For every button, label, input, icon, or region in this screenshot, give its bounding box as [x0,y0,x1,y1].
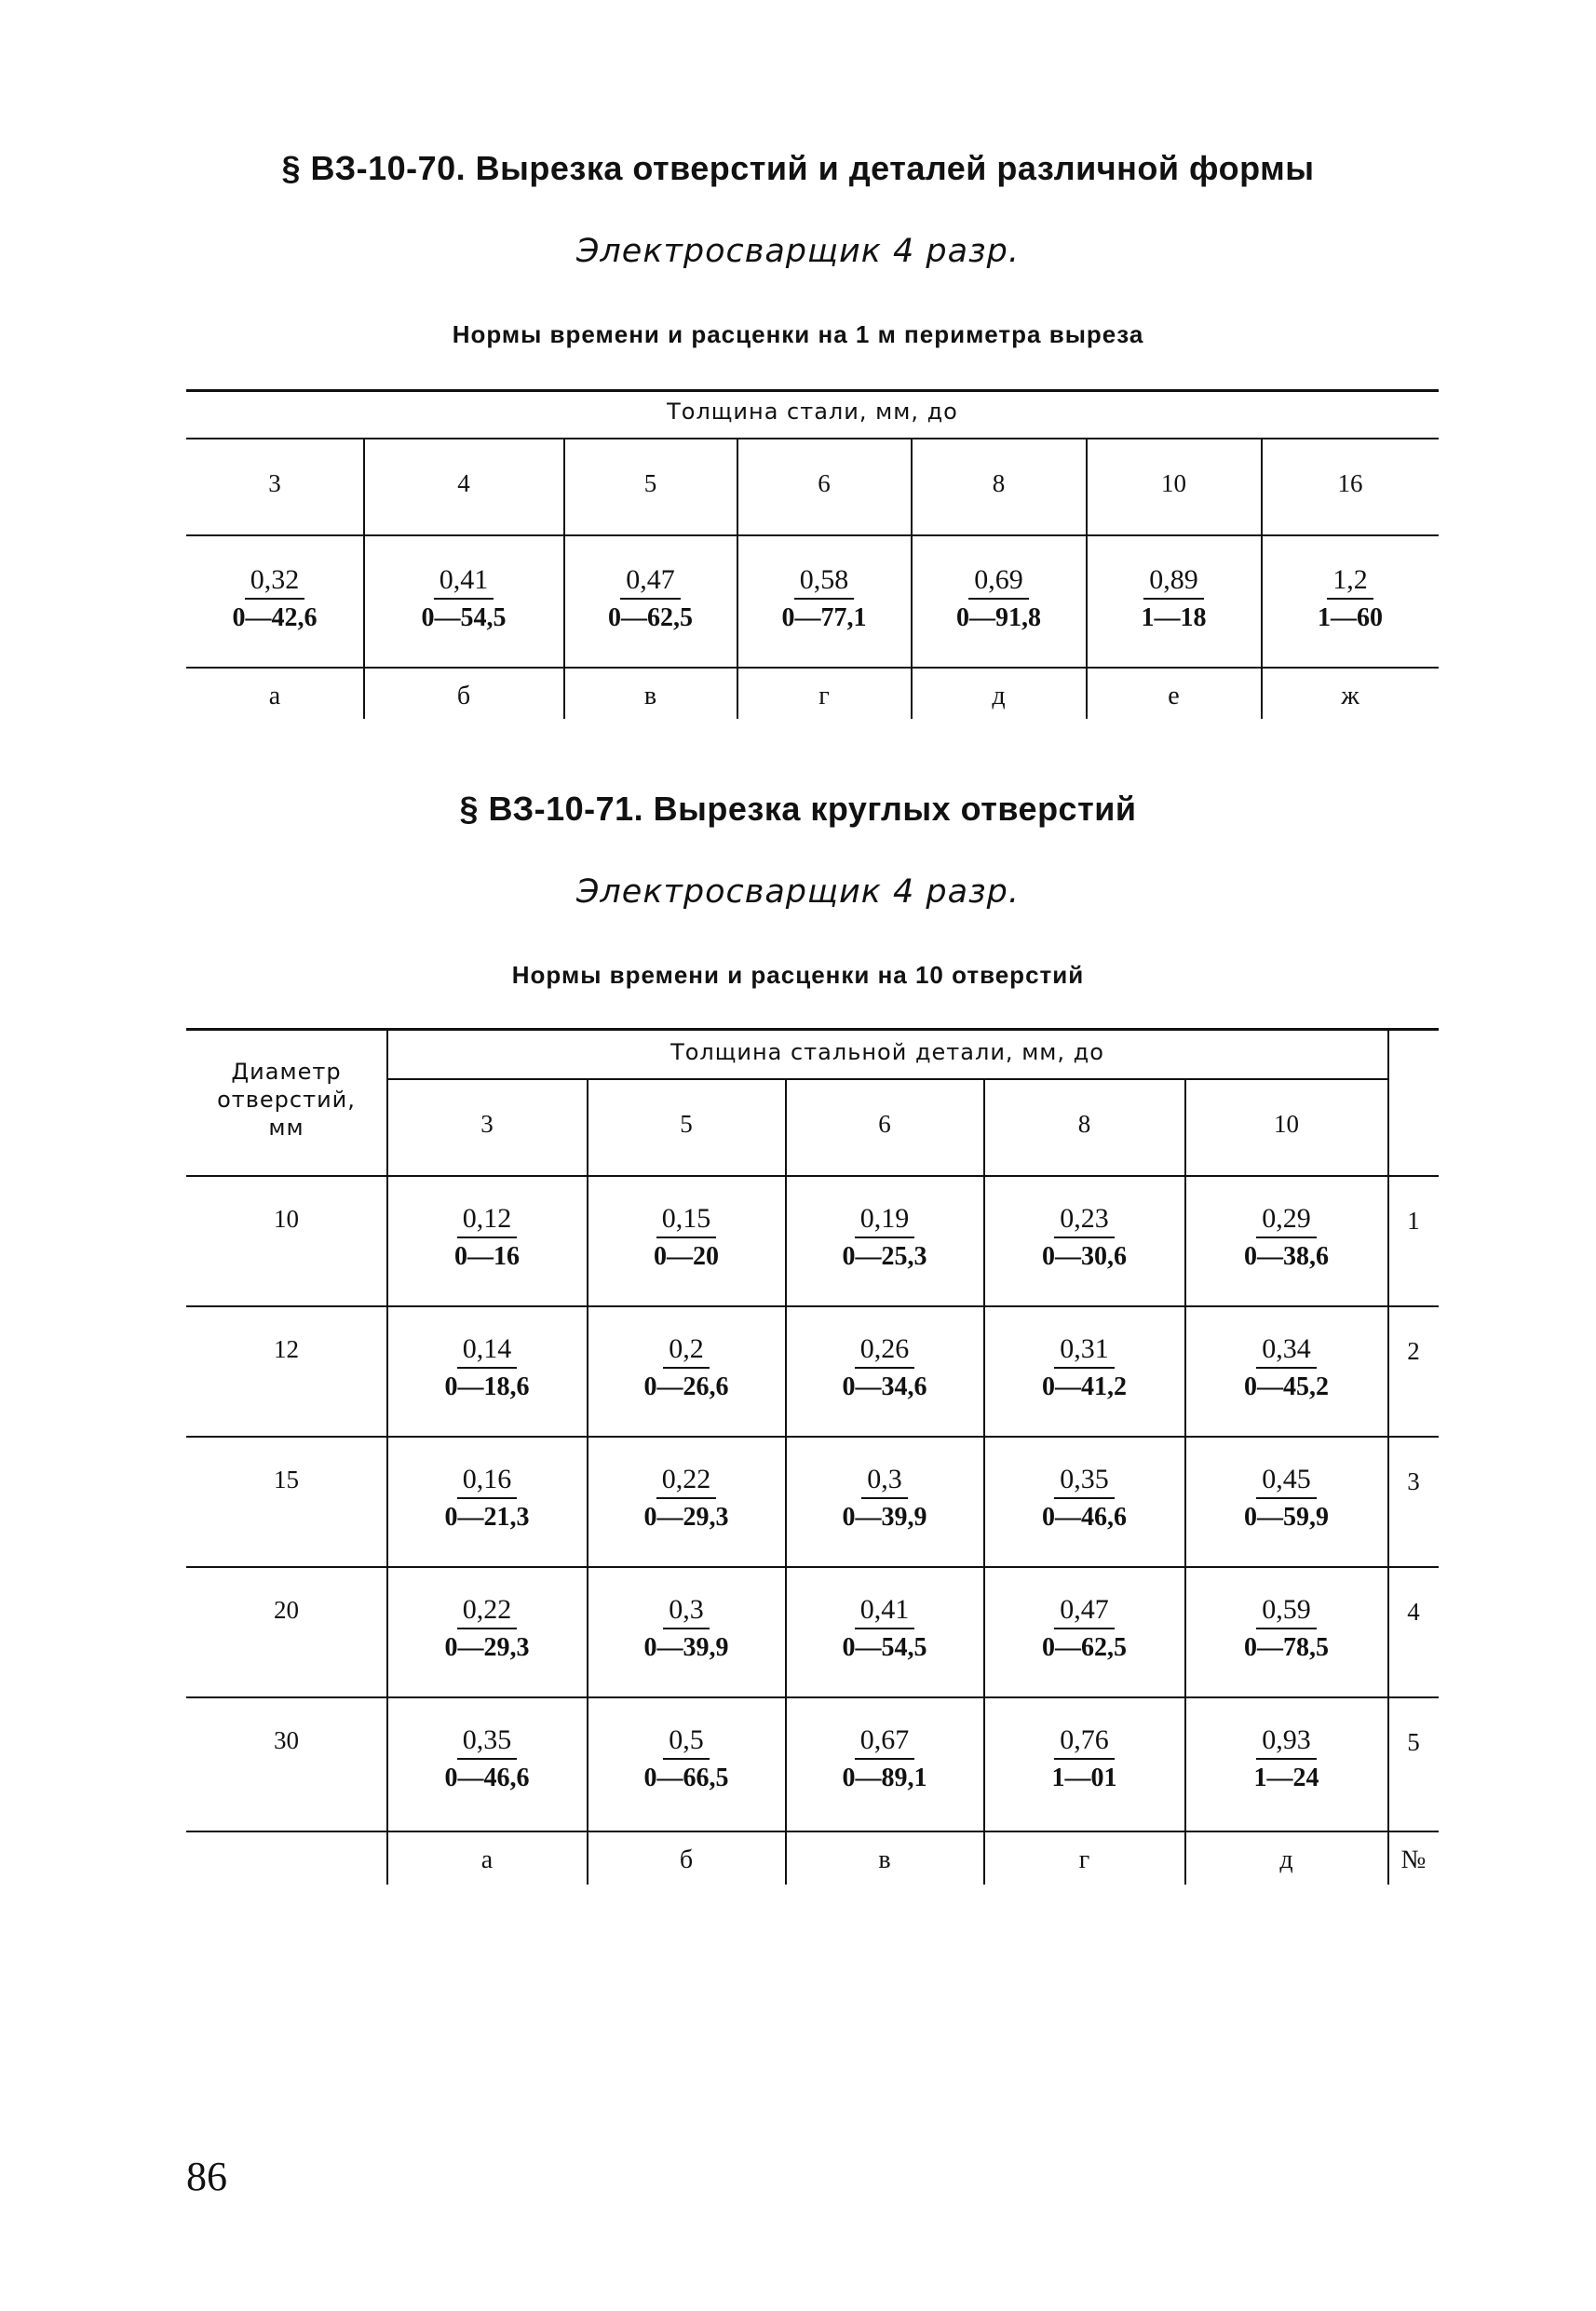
time-norm: 0,3 [663,1594,710,1629]
rate-cell [588,1464,785,1534]
rate-cell [786,1203,983,1274]
rate-cell [186,564,363,635]
section2-worker: Электросварщик 4 разр. [575,873,1021,911]
rate-cell [786,1464,983,1534]
rate-cell [588,1724,785,1795]
time-norm: 0,76 [1054,1724,1115,1760]
price: 1—24 [1253,1764,1319,1792]
price: 0—39,9 [842,1503,927,1532]
time-norm: 0,32 [245,564,305,600]
price: 0—16 [454,1242,520,1271]
rate-cell [564,564,737,635]
diameter-cell: 20 [274,1596,299,1624]
column-letter: б [456,682,471,710]
row-number: 5 [1407,1728,1420,1756]
column-letter: а [268,682,281,710]
price: 0—66,5 [643,1764,729,1792]
table-rule [186,1436,1439,1438]
rate-cell [387,1594,587,1665]
rate-cell [387,1203,587,1274]
time-norm: 0,3 [861,1464,908,1499]
column-letter: а [480,1845,494,1874]
column-letter: д [1279,1845,1293,1874]
price: 0—20 [654,1242,719,1271]
time-norm: 0,26 [855,1333,915,1369]
price: 0—18,6 [444,1372,530,1401]
rate-cell [737,564,911,635]
table-rule [186,438,1439,439]
diameter-cell: 12 [274,1335,299,1363]
rate-cell [1185,1724,1387,1795]
number-sign: № [1400,1845,1427,1874]
column-header: 8 [992,469,1006,497]
rate-cell [984,1724,1184,1795]
time-norm: 0,41 [855,1594,915,1629]
table-rule [387,1078,1387,1080]
time-norm: 0,29 [1256,1203,1317,1238]
table-rule [186,1175,1439,1177]
rate-cell [912,564,1086,635]
column-header: 4 [457,469,470,497]
time-norm: 1,2 [1327,564,1373,600]
time-norm: 0,2 [663,1333,710,1369]
time-norm: 0,41 [434,564,494,600]
time-norm: 0,93 [1256,1724,1317,1760]
row-header-line: отверстий, [217,1087,356,1113]
price: 1—01 [1051,1764,1117,1792]
price: 0—77,1 [781,603,867,632]
time-norm: 0,23 [1054,1203,1115,1238]
row-number: 4 [1407,1598,1420,1626]
column-header: 5 [680,1110,693,1138]
table-rule [186,1028,1439,1031]
rate-cell [984,1464,1184,1534]
column-header: 3 [268,469,281,497]
section2-norm-caption: Нормы времени и расценки на 10 отверстий [511,961,1085,989]
row-header-line: Диаметр [231,1059,342,1085]
rate-cell [364,564,563,635]
rate-cell [387,1724,587,1795]
time-norm: 0,34 [1256,1333,1317,1369]
price: 0—29,3 [643,1503,729,1532]
row-number: 1 [1407,1207,1420,1235]
column-letter: г [1078,1845,1090,1874]
table-rule [186,534,1439,536]
price: 0—46,6 [1042,1503,1127,1532]
time-norm: 0,59 [1256,1594,1317,1629]
time-norm: 0,22 [457,1594,518,1629]
rate-cell [1087,564,1261,635]
price: 0—89,1 [842,1764,927,1792]
time-norm: 0,89 [1143,564,1204,600]
time-norm: 0,47 [620,564,681,600]
time-norm: 0,67 [855,1724,915,1760]
column-header: 6 [878,1110,891,1138]
price: 0—39,9 [643,1633,729,1662]
time-norm: 0,35 [457,1724,518,1760]
rate-cell [387,1333,587,1404]
time-norm: 0,5 [663,1724,710,1760]
column-letter: ж [1341,682,1359,710]
time-norm: 0,16 [457,1464,518,1499]
time-norm: 0,14 [457,1333,518,1369]
rate-cell [786,1724,983,1795]
price: 0—78,5 [1244,1633,1329,1662]
row-header [186,1058,386,1142]
rate-cell [588,1333,785,1404]
section1-norm-caption: Нормы времени и расценки на 1 м периметра выреза [452,320,1144,348]
price: 0—34,6 [842,1372,927,1401]
rate-cell [588,1594,785,1665]
price: 0—41,2 [1042,1372,1127,1401]
time-norm: 0,22 [656,1464,717,1499]
price: 0—54,5 [421,603,507,632]
table-rule [186,1831,1439,1832]
row-number: 3 [1407,1467,1420,1495]
price: 0—26,6 [643,1372,729,1401]
diameter-cell: 30 [274,1726,299,1754]
table-2-group-header: Толщина стальной детали, мм, до [670,1039,1104,1065]
time-norm: 0,47 [1054,1594,1115,1629]
column-header: 10 [1274,1110,1299,1138]
time-norm: 0,45 [1256,1464,1317,1499]
column-letter: д [992,682,1006,710]
rate-cell [1262,564,1439,635]
time-norm: 0,58 [794,564,855,600]
table-rule [186,389,1439,392]
price: 0—62,5 [608,603,693,632]
table-rule [186,1305,1439,1307]
time-norm: 0,19 [855,1203,915,1238]
rate-cell [1185,1464,1387,1534]
time-norm: 0,69 [968,564,1029,600]
page-number: 86 [186,2154,227,2199]
table-rule [186,667,1439,669]
time-norm: 0,15 [656,1203,717,1238]
time-norm: 0,35 [1054,1464,1115,1499]
column-header: 10 [1161,469,1186,497]
table-rule [186,1566,1439,1568]
rate-cell [1185,1203,1387,1274]
price: 0—62,5 [1042,1633,1127,1662]
section1-title: § ВЗ-10-70. Вырезка отверстий и деталей различной формы [281,149,1315,187]
rate-cell [984,1594,1184,1665]
price: 0—59,9 [1244,1503,1329,1532]
price: 0—21,3 [444,1503,530,1532]
section2-title: § ВЗ-10-71. Вырезка круглых отверстий [459,790,1137,828]
diameter-cell: 15 [274,1466,299,1493]
rate-cell [588,1203,785,1274]
column-header: 5 [643,469,657,497]
row-header-line: мм [268,1115,304,1141]
column-header: 16 [1337,469,1363,497]
section1-worker: Электросварщик 4 разр. [575,233,1021,270]
price: 0—25,3 [842,1242,927,1271]
price: 0—38,6 [1244,1242,1329,1271]
table-rule [186,1696,1439,1698]
column-letter: в [643,682,657,710]
column-letter: б [679,1845,694,1874]
price: 0—30,6 [1042,1242,1127,1271]
price: 1—18 [1141,603,1207,632]
column-header: 6 [818,469,831,497]
column-letter: е [1168,682,1180,710]
price: 0—42,6 [232,603,318,632]
column-header: 8 [1077,1110,1091,1138]
table-1-group-header: Толщина стали, мм, до [667,399,958,425]
rate-cell [786,1333,983,1404]
row-number: 2 [1407,1337,1420,1365]
price: 0—54,5 [842,1633,927,1662]
rate-cell [786,1594,983,1665]
rate-cell [984,1333,1184,1404]
price: 0—29,3 [444,1633,530,1662]
price: 0—91,8 [956,603,1041,632]
rate-cell [1185,1594,1387,1665]
column-letter: г [818,682,830,710]
diameter-cell: 10 [274,1205,299,1233]
column-header: 3 [480,1110,494,1138]
rate-cell [1185,1333,1387,1404]
time-norm: 0,12 [457,1203,518,1238]
price: 0—46,6 [444,1764,530,1792]
rate-cell [984,1203,1184,1274]
price: 0—45,2 [1244,1372,1329,1401]
price: 1—60 [1318,603,1383,632]
time-norm: 0,31 [1054,1333,1115,1369]
rate-cell [387,1464,587,1534]
column-letter: в [878,1845,891,1874]
